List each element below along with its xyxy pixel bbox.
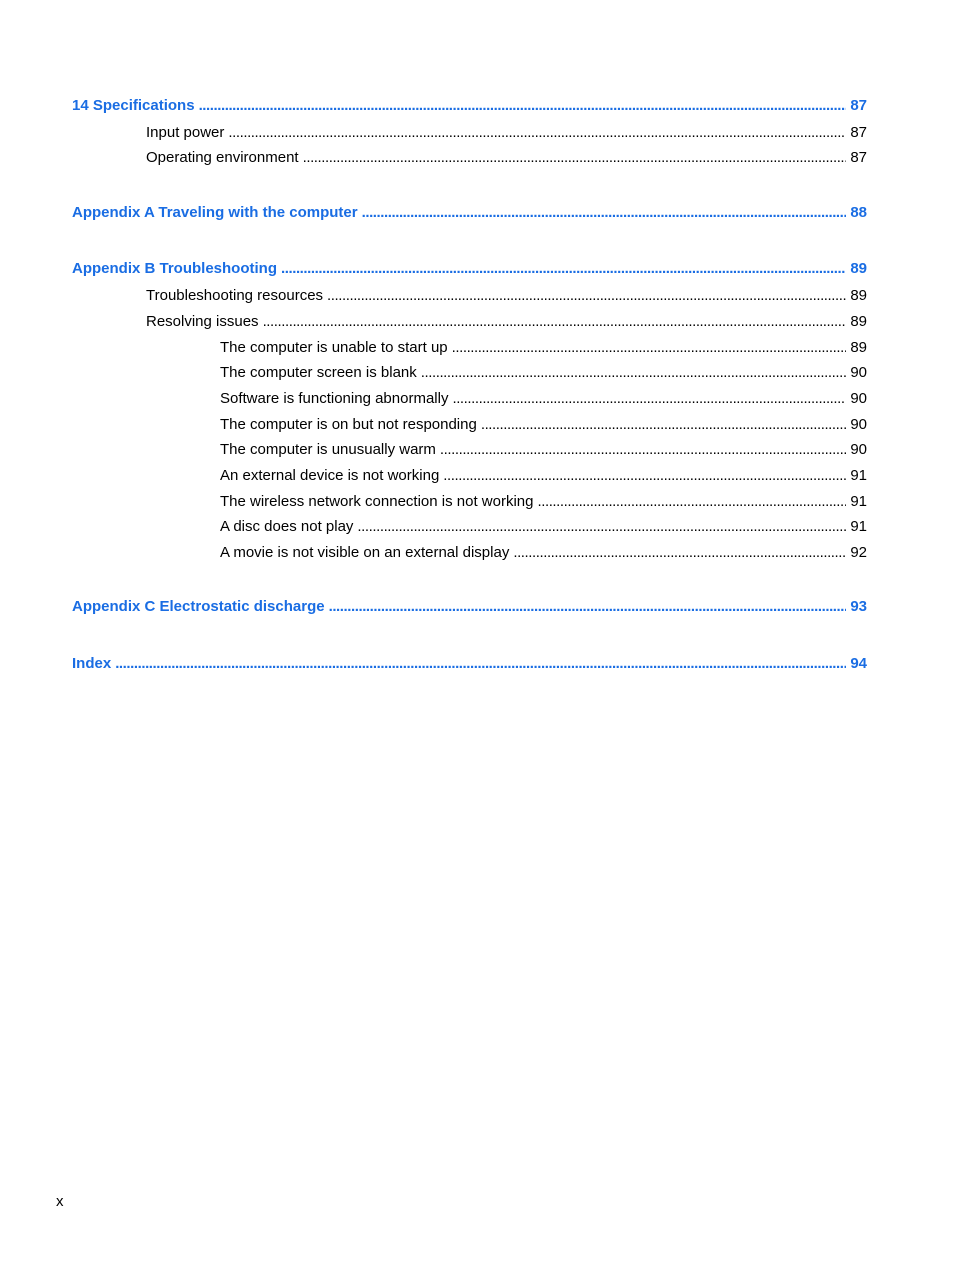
toc-entry-title: A movie is not visible on an external display bbox=[220, 544, 510, 561]
toc-entry-page: 89 bbox=[850, 287, 867, 304]
dot-leader bbox=[329, 597, 847, 617]
toc-entry-not-responding[interactable] bbox=[72, 415, 867, 435]
toc-entry-title: Appendix A Traveling with the computer bbox=[72, 204, 358, 221]
toc-entry-page: 90 bbox=[850, 441, 867, 458]
toc-entry-page: 92 bbox=[850, 544, 867, 561]
toc-entry-page: 93 bbox=[850, 598, 867, 615]
toc-entry-appendix-c[interactable] bbox=[72, 597, 867, 617]
dot-leader bbox=[357, 517, 846, 537]
toc-entry-title: The computer is unable to start up bbox=[220, 339, 448, 356]
toc-entry-title: A disc does not play bbox=[220, 518, 354, 535]
dot-leader bbox=[115, 654, 846, 674]
toc-entry-specifications[interactable] bbox=[72, 96, 867, 116]
toc-entry-title: 14 Specifications bbox=[72, 97, 195, 114]
toc-entry-title: Resolving issues bbox=[146, 313, 259, 330]
toc-entry-movie-not-visible[interactable] bbox=[72, 543, 867, 563]
toc-entry-operating-environment[interactable] bbox=[72, 148, 867, 168]
dot-leader bbox=[303, 148, 847, 168]
dot-leader bbox=[440, 440, 846, 460]
toc-entry-page: 91 bbox=[850, 467, 867, 484]
toc-entry-wireless-network[interactable] bbox=[72, 492, 867, 512]
dot-leader bbox=[281, 259, 846, 279]
toc-entry-page: 87 bbox=[850, 149, 867, 166]
toc-entry-appendix-b[interactable] bbox=[72, 259, 867, 279]
toc-entry-page: 87 bbox=[850, 124, 867, 141]
toc-entry-index[interactable] bbox=[72, 654, 867, 674]
toc-entry-page: 88 bbox=[850, 204, 867, 221]
dot-leader bbox=[443, 466, 846, 486]
toc-entry-title: Appendix C Electrostatic discharge bbox=[72, 598, 325, 615]
toc-entry-appendix-a[interactable] bbox=[72, 203, 867, 223]
toc-entry-title: Index bbox=[72, 655, 112, 672]
toc-entry-title: The computer is on but not responding bbox=[220, 416, 477, 433]
toc-entry-title: The wireless network connection is not working bbox=[220, 493, 534, 510]
dot-leader bbox=[199, 96, 847, 116]
toc-entry-resolving-issues[interactable] bbox=[72, 312, 867, 332]
toc-entry-page: 94 bbox=[850, 655, 867, 672]
dot-leader bbox=[327, 286, 846, 306]
toc-entry-title: The computer is unusually warm bbox=[220, 441, 436, 458]
toc-entry-page: 91 bbox=[850, 493, 867, 510]
toc-entry-page: 91 bbox=[850, 518, 867, 535]
toc-entry-page: 90 bbox=[850, 364, 867, 381]
toc-entry-page: 89 bbox=[850, 339, 867, 356]
toc-entry-external-device[interactable] bbox=[72, 466, 867, 486]
page-number: x bbox=[56, 1193, 64, 1210]
toc-entry-disc-does-not-play[interactable] bbox=[72, 517, 867, 537]
toc-entry-page: 89 bbox=[850, 260, 867, 277]
toc-entry-page: 89 bbox=[850, 313, 867, 330]
dot-leader bbox=[362, 203, 847, 223]
dot-leader bbox=[481, 415, 846, 435]
toc-entry-software-abnormal[interactable] bbox=[72, 389, 867, 409]
dot-leader bbox=[452, 389, 846, 409]
toc-entry-title: Software is functioning abnormally bbox=[220, 390, 449, 407]
toc-entry-title: Operating environment bbox=[146, 149, 299, 166]
toc-entry-title: The computer screen is blank bbox=[220, 364, 417, 381]
dot-leader bbox=[452, 338, 847, 358]
toc-entry-title: An external device is not working bbox=[220, 467, 440, 484]
toc-entry-screen-blank[interactable] bbox=[72, 363, 867, 383]
dot-leader bbox=[537, 492, 846, 512]
toc-entry-page: 90 bbox=[850, 390, 867, 407]
dot-leader bbox=[513, 543, 846, 563]
dot-leader bbox=[263, 312, 847, 332]
toc-entry-title: Troubleshooting resources bbox=[146, 287, 324, 304]
toc-entry-title: Input power bbox=[146, 124, 225, 141]
toc-entry-troubleshooting-resources[interactable] bbox=[72, 286, 867, 306]
dot-leader bbox=[228, 123, 846, 143]
toc-entry-page: 90 bbox=[850, 416, 867, 433]
toc-entry-input-power[interactable] bbox=[72, 123, 867, 143]
toc-entry-page: 87 bbox=[850, 97, 867, 114]
toc-entry-unable-to-start[interactable] bbox=[72, 338, 867, 358]
toc-entry-unusually-warm[interactable] bbox=[72, 440, 867, 460]
dot-leader bbox=[421, 363, 847, 383]
toc-entry-title: Appendix B Troubleshooting bbox=[72, 260, 277, 277]
